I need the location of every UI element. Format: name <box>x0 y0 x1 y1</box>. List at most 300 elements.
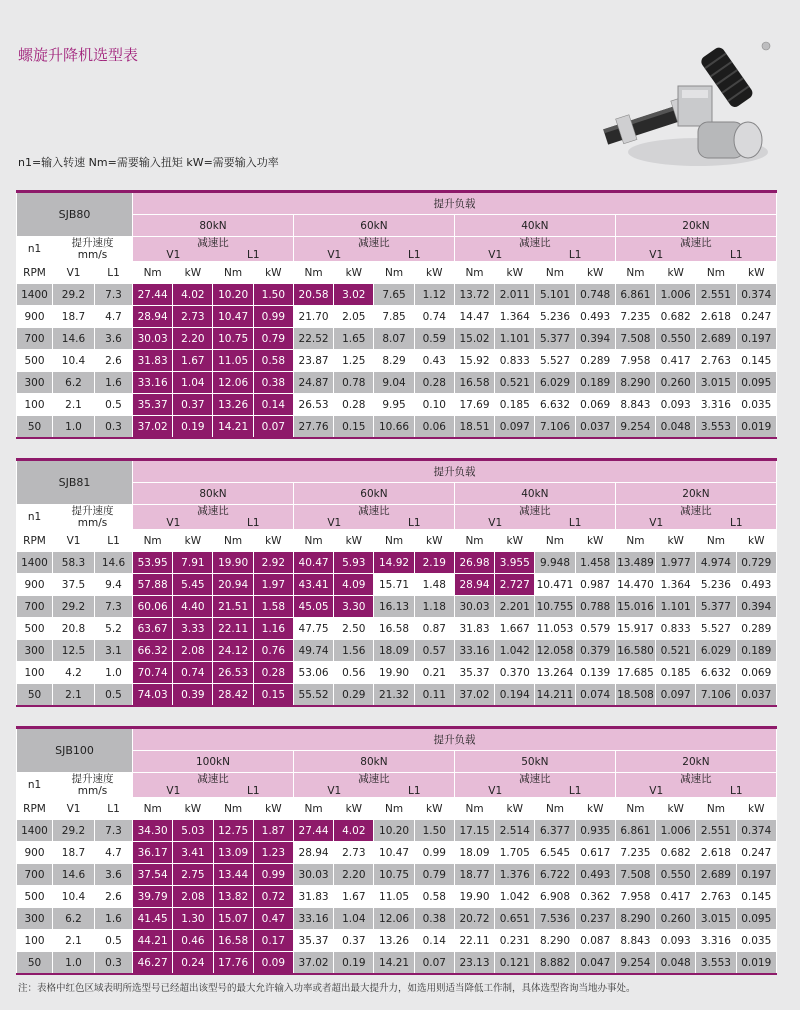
load-value: 20kN <box>615 483 776 505</box>
value-cell: 0.374 <box>736 284 776 306</box>
ratio-l1: L1 <box>568 517 582 529</box>
nm-label: Nm <box>374 262 414 284</box>
ratio-header <box>454 505 615 530</box>
value-cell: 2.689 <box>696 864 736 886</box>
value-cell-exceeded: 44.21 <box>133 930 173 952</box>
value-cell: 12.06 <box>374 908 414 930</box>
value-cell: 0.788 <box>575 596 615 618</box>
value-cell: 37.02 <box>454 684 494 707</box>
value-cell: 0.095 <box>736 372 776 394</box>
ratio-label: 减速比 <box>519 237 551 249</box>
value-cell-exceeded: 0.14 <box>253 394 293 416</box>
load-value: 80kN <box>133 483 294 505</box>
rpm-cell: 50 <box>17 952 53 975</box>
v1-speed-cell: 6.2 <box>53 908 95 930</box>
rpm-cell: 500 <box>17 886 53 908</box>
table-row <box>17 684 777 707</box>
ratio-label: 减速比 <box>519 773 551 785</box>
ratio-label: 减速比 <box>680 505 712 517</box>
ratio-options <box>133 517 293 529</box>
rpm-cell: 1400 <box>17 284 53 306</box>
ratio-header <box>615 773 776 798</box>
rpm-cell: 900 <box>17 842 53 864</box>
nm-label: Nm <box>615 530 655 552</box>
value-cell: 11.053 <box>535 618 575 640</box>
value-cell-exceeded: 37.54 <box>133 864 173 886</box>
footnote: 注：表格中红色区域表明所选型号已经超出该型号的最大允许输入功率或者超出最大提升力，如选用则适当降低工作制，具体选型咨询当地办事处。 <box>18 983 636 994</box>
value-cell: 2.618 <box>696 306 736 328</box>
value-cell: 0.197 <box>736 864 776 886</box>
value-cell-exceeded: 39.79 <box>133 886 173 908</box>
value-cell: 0.06 <box>414 416 454 439</box>
ratio-label: 减速比 <box>680 237 712 249</box>
model-name: SJB100 <box>17 728 133 773</box>
nm-label: Nm <box>133 798 173 820</box>
ratio-v1: V1 <box>327 785 342 797</box>
value-cell-exceeded: 21.51 <box>213 596 253 618</box>
value-cell-exceeded: 0.47 <box>253 908 293 930</box>
value-cell: 0.037 <box>575 416 615 439</box>
l1-label: L1 <box>95 262 133 284</box>
kw-label: kW <box>495 530 535 552</box>
value-cell-exceeded: 0.17 <box>253 930 293 952</box>
value-cell-exceeded: 41.45 <box>133 908 173 930</box>
table-row <box>17 820 777 842</box>
load-value: 100kN <box>133 751 294 773</box>
value-cell: 5.377 <box>535 328 575 350</box>
value-cell: 27.76 <box>293 416 333 439</box>
ratio-label: 减速比 <box>358 773 390 785</box>
v1-speed-cell: 29.2 <box>53 820 95 842</box>
kw-label: kW <box>495 798 535 820</box>
v1-label: V1 <box>53 798 95 820</box>
value-cell: 19.90 <box>374 662 414 684</box>
load-value: 40kN <box>454 215 615 237</box>
kw-label: kW <box>334 530 374 552</box>
ratio-l1: L1 <box>730 785 743 797</box>
value-cell: 0.493 <box>575 864 615 886</box>
value-cell: 0.417 <box>656 886 696 908</box>
page-title: 螺旋升降机选型表 <box>18 46 139 64</box>
value-cell-exceeded: 2.08 <box>173 886 213 908</box>
value-cell-exceeded: 2.19 <box>414 552 454 574</box>
table-row <box>17 640 777 662</box>
value-cell: 0.987 <box>575 574 615 596</box>
value-cell-exceeded: 0.15 <box>253 684 293 707</box>
value-cell: 6.908 <box>535 886 575 908</box>
value-cell: 3.316 <box>696 930 736 952</box>
ratio-options <box>294 517 454 529</box>
value-cell: 9.95 <box>374 394 414 416</box>
value-cell: 0.139 <box>575 662 615 684</box>
value-cell: 8.843 <box>615 394 655 416</box>
rpm-cell: 100 <box>17 930 53 952</box>
value-cell: 2.551 <box>696 284 736 306</box>
value-cell-exceeded: 0.99 <box>253 864 293 886</box>
ratio-options <box>294 249 454 261</box>
value-cell: 18.508 <box>615 684 655 707</box>
speed-label: 提升速度 <box>71 505 114 517</box>
rpm-cell: 700 <box>17 596 53 618</box>
value-cell-exceeded: 12.75 <box>213 820 253 842</box>
value-cell: 0.748 <box>575 284 615 306</box>
value-cell-exceeded: 13.26 <box>213 394 253 416</box>
value-cell: 33.16 <box>293 908 333 930</box>
value-cell-exceeded: 27.44 <box>293 820 333 842</box>
value-cell: 0.097 <box>656 684 696 707</box>
value-cell: 0.087 <box>575 930 615 952</box>
value-cell: 6.861 <box>615 284 655 306</box>
v1-speed-cell: 1.0 <box>53 952 95 975</box>
value-cell-exceeded: 37.02 <box>133 416 173 439</box>
value-cell: 18.77 <box>454 864 494 886</box>
l1-speed-cell: 0.5 <box>95 394 133 416</box>
value-cell: 2.201 <box>495 596 535 618</box>
v1-speed-cell: 2.1 <box>53 394 95 416</box>
value-cell-exceeded: 40.47 <box>293 552 333 574</box>
value-cell: 55.52 <box>293 684 333 707</box>
table-row <box>17 416 777 439</box>
table-row <box>17 574 777 596</box>
value-cell-exceeded: 0.46 <box>173 930 213 952</box>
ratio-header <box>293 505 454 530</box>
value-cell: 7.85 <box>374 306 414 328</box>
value-cell: 2.20 <box>334 864 374 886</box>
value-cell-exceeded: 11.05 <box>213 350 253 372</box>
load-header: 提升负载 <box>133 192 777 215</box>
value-cell: 3.015 <box>696 908 736 930</box>
ratio-v1: V1 <box>166 249 181 261</box>
v1-speed-cell: 29.2 <box>53 284 95 306</box>
value-cell: 3.553 <box>696 952 736 975</box>
value-cell: 7.958 <box>615 886 655 908</box>
value-cell: 0.185 <box>656 662 696 684</box>
value-cell-exceeded: 0.38 <box>253 372 293 394</box>
value-cell: 0.651 <box>495 908 535 930</box>
rpm-cell: 700 <box>17 864 53 886</box>
value-cell-exceeded: 63.67 <box>133 618 173 640</box>
value-cell: 0.019 <box>736 416 776 439</box>
value-cell: 0.550 <box>656 864 696 886</box>
ratio-label: 减速比 <box>197 237 229 249</box>
value-cell-exceeded: 5.93 <box>334 552 374 574</box>
value-cell-exceeded: 10.20 <box>213 284 253 306</box>
value-cell: 2.514 <box>495 820 535 842</box>
value-cell: 0.37 <box>334 930 374 952</box>
ratio-options <box>455 249 615 261</box>
value-cell: 16.58 <box>454 372 494 394</box>
value-cell: 49.74 <box>293 640 333 662</box>
value-cell: 0.10 <box>414 394 454 416</box>
value-cell-exceeded: 2.08 <box>173 640 213 662</box>
value-cell-exceeded: 13.44 <box>213 864 253 886</box>
value-cell-exceeded: 17.76 <box>213 952 253 975</box>
value-cell-exceeded: 2.75 <box>173 864 213 886</box>
value-cell-exceeded: 4.40 <box>173 596 213 618</box>
value-cell-exceeded: 14.21 <box>213 416 253 439</box>
rpm-cell: 100 <box>17 662 53 684</box>
value-cell: 3.316 <box>696 394 736 416</box>
value-cell-exceeded: 3.30 <box>334 596 374 618</box>
value-cell-exceeded: 66.32 <box>133 640 173 662</box>
value-cell: 47.75 <box>293 618 333 640</box>
ratio-l1: L1 <box>568 249 582 261</box>
nm-label: Nm <box>293 262 333 284</box>
value-cell: 8.290 <box>615 908 655 930</box>
model-name: SJB81 <box>17 460 133 505</box>
value-cell: 6.377 <box>535 820 575 842</box>
value-cell: 10.20 <box>374 820 414 842</box>
l1-speed-cell: 0.5 <box>95 684 133 707</box>
l1-speed-cell: 0.5 <box>95 930 133 952</box>
value-cell: 0.069 <box>575 394 615 416</box>
value-cell-exceeded: 20.58 <box>293 284 333 306</box>
value-cell-exceeded: 1.87 <box>253 820 293 842</box>
l1-speed-cell: 1.6 <box>95 908 133 930</box>
ratio-label: 减速比 <box>197 505 229 517</box>
nm-label: Nm <box>133 530 173 552</box>
value-cell: 0.729 <box>736 552 776 574</box>
rpm-cell: 900 <box>17 306 53 328</box>
value-cell: 0.247 <box>736 306 776 328</box>
value-cell: 8.07 <box>374 328 414 350</box>
value-cell: 26.53 <box>293 394 333 416</box>
unit-legend: n1=输入转速 Nm=需要输入扭矩 kW=需要输入功率 <box>18 156 279 169</box>
value-cell: 0.833 <box>656 618 696 640</box>
l1-speed-cell: 1.6 <box>95 372 133 394</box>
load-value: 80kN <box>133 215 294 237</box>
kw-label: kW <box>736 530 776 552</box>
value-cell-exceeded: 12.06 <box>213 372 253 394</box>
value-cell-exceeded: 35.37 <box>133 394 173 416</box>
value-cell-exceeded: 2.727 <box>495 574 535 596</box>
value-cell-exceeded: 70.74 <box>133 662 173 684</box>
table-row <box>17 306 777 328</box>
value-cell: 0.07 <box>414 952 454 975</box>
value-cell: 30.03 <box>293 864 333 886</box>
value-cell-exceeded: 1.04 <box>173 372 213 394</box>
load-value: 20kN <box>615 215 776 237</box>
value-cell: 9.254 <box>615 416 655 439</box>
v1-speed-cell: 58.3 <box>53 552 95 574</box>
rpm-cell: 50 <box>17 684 53 707</box>
value-cell: 0.247 <box>736 842 776 864</box>
value-cell-exceeded: 13.82 <box>213 886 253 908</box>
value-cell: 0.43 <box>414 350 454 372</box>
value-cell-exceeded: 3.41 <box>173 842 213 864</box>
rpm-label: RPM <box>17 262 53 284</box>
ratio-options <box>616 249 776 261</box>
rpm-cell: 1400 <box>17 552 53 574</box>
rpm-cell: 500 <box>17 350 53 372</box>
value-cell-exceeded: 22.11 <box>213 618 253 640</box>
value-cell: 7.65 <box>374 284 414 306</box>
speed-unit: mm/s <box>77 249 108 261</box>
value-cell: 0.15 <box>334 416 374 439</box>
value-cell-exceeded: 1.58 <box>253 596 293 618</box>
value-cell-exceeded: 28.94 <box>454 574 494 596</box>
value-cell: 16.580 <box>615 640 655 662</box>
ratio-options <box>455 785 615 797</box>
value-cell: 9.04 <box>374 372 414 394</box>
value-cell-exceeded: 16.58 <box>213 930 253 952</box>
value-cell-exceeded: 1.50 <box>253 284 293 306</box>
value-cell: 24.87 <box>293 372 333 394</box>
value-cell: 0.38 <box>414 908 454 930</box>
nm-label: Nm <box>535 798 575 820</box>
l1-speed-cell: 7.3 <box>95 596 133 618</box>
value-cell-exceeded: 74.03 <box>133 684 173 707</box>
value-cell: 18.09 <box>374 640 414 662</box>
value-cell: 23.87 <box>293 350 333 372</box>
value-cell: 13.489 <box>615 552 655 574</box>
l1-label: L1 <box>95 530 133 552</box>
value-cell: 0.29 <box>334 684 374 707</box>
rpm-cell: 100 <box>17 394 53 416</box>
ratio-v1: V1 <box>649 249 664 261</box>
kw-label: kW <box>334 798 374 820</box>
value-cell: 2.689 <box>696 328 736 350</box>
rpm-cell: 300 <box>17 372 53 394</box>
nm-label: Nm <box>696 798 736 820</box>
ratio-v1: V1 <box>488 785 503 797</box>
value-cell: 5.377 <box>696 596 736 618</box>
table-row <box>17 618 777 640</box>
speed-header <box>53 505 133 530</box>
value-cell: 0.19 <box>334 952 374 975</box>
ratio-header <box>454 773 615 798</box>
value-cell-exceeded: 0.72 <box>253 886 293 908</box>
value-cell-exceeded: 31.83 <box>133 350 173 372</box>
speed-header <box>53 773 133 798</box>
value-cell: 0.59 <box>414 328 454 350</box>
value-cell: 0.28 <box>334 394 374 416</box>
value-cell-exceeded: 0.79 <box>253 328 293 350</box>
ratio-options <box>133 249 293 261</box>
table-row <box>17 328 777 350</box>
value-cell: 8.290 <box>535 930 575 952</box>
table-row <box>17 350 777 372</box>
value-cell-exceeded: 26.53 <box>213 662 253 684</box>
table-row <box>17 930 777 952</box>
value-cell: 0.097 <box>495 416 535 439</box>
value-cell: 1.48 <box>414 574 454 596</box>
value-cell: 0.037 <box>736 684 776 707</box>
value-cell: 13.72 <box>454 284 494 306</box>
value-cell-exceeded: 28.94 <box>133 306 173 328</box>
value-cell-exceeded: 0.58 <box>253 350 293 372</box>
value-cell: 0.99 <box>414 842 454 864</box>
value-cell: 5.527 <box>535 350 575 372</box>
kw-label: kW <box>334 262 374 284</box>
value-cell-exceeded: 1.30 <box>173 908 213 930</box>
value-cell: 7.508 <box>615 864 655 886</box>
ratio-l1: L1 <box>568 785 582 797</box>
nm-label: Nm <box>615 798 655 820</box>
ratio-l1: L1 <box>247 249 260 261</box>
value-cell: 21.70 <box>293 306 333 328</box>
kw-label: kW <box>414 798 454 820</box>
value-cell: 2.551 <box>696 820 736 842</box>
value-cell: 1.458 <box>575 552 615 574</box>
value-cell: 22.52 <box>293 328 333 350</box>
kw-label: kW <box>575 530 615 552</box>
nm-label: Nm <box>696 530 736 552</box>
l1-speed-cell: 7.3 <box>95 820 133 842</box>
kw-label: kW <box>656 262 696 284</box>
l1-speed-cell: 0.3 <box>95 416 133 439</box>
value-cell: 7.536 <box>535 908 575 930</box>
value-cell: 3.553 <box>696 416 736 439</box>
ratio-v1: V1 <box>327 249 342 261</box>
nm-label: Nm <box>535 262 575 284</box>
value-cell: 5.101 <box>535 284 575 306</box>
l1-speed-cell: 7.3 <box>95 284 133 306</box>
ratio-v1: V1 <box>649 785 664 797</box>
l1-speed-cell: 5.2 <box>95 618 133 640</box>
value-cell: 0.493 <box>575 306 615 328</box>
value-cell: 0.21 <box>414 662 454 684</box>
value-cell: 21.32 <box>374 684 414 707</box>
kw-label: kW <box>173 798 213 820</box>
value-cell-exceeded: 0.74 <box>173 662 213 684</box>
value-cell: 0.121 <box>495 952 535 975</box>
ratio-options <box>616 517 776 529</box>
ratio-header <box>133 773 294 798</box>
value-cell-exceeded: 19.90 <box>213 552 253 574</box>
value-cell: 1.042 <box>495 886 535 908</box>
l1-speed-cell: 0.3 <box>95 952 133 975</box>
value-cell: 0.047 <box>575 952 615 975</box>
table-row <box>17 864 777 886</box>
kw-label: kW <box>575 798 615 820</box>
value-cell: 5.236 <box>535 306 575 328</box>
value-cell: 0.11 <box>414 684 454 707</box>
value-cell-exceeded: 4.02 <box>173 284 213 306</box>
ratio-l1: L1 <box>730 249 743 261</box>
value-cell: 0.379 <box>575 640 615 662</box>
nm-label: Nm <box>374 798 414 820</box>
v1-speed-cell: 4.2 <box>53 662 95 684</box>
value-cell: 0.095 <box>736 908 776 930</box>
value-cell-exceeded: 36.17 <box>133 842 173 864</box>
value-cell-exceeded: 2.73 <box>173 306 213 328</box>
value-cell: 28.94 <box>293 842 333 864</box>
v1-speed-cell: 2.1 <box>53 684 95 707</box>
ratio-header <box>615 505 776 530</box>
nm-label: Nm <box>133 262 173 284</box>
l1-speed-cell: 4.7 <box>95 842 133 864</box>
ratio-options <box>133 785 293 797</box>
kw-label: kW <box>736 798 776 820</box>
value-cell: 2.618 <box>696 842 736 864</box>
ratio-l1: L1 <box>407 517 421 529</box>
l1-speed-cell: 4.7 <box>95 306 133 328</box>
table-row <box>17 596 777 618</box>
l1-speed-cell: 3.1 <box>95 640 133 662</box>
load-header: 提升负载 <box>133 460 777 483</box>
value-cell: 0.370 <box>495 662 535 684</box>
value-cell: 1.65 <box>334 328 374 350</box>
value-cell-exceeded: 10.47 <box>213 306 253 328</box>
load-value: 60kN <box>293 483 454 505</box>
l1-speed-cell: 3.6 <box>95 864 133 886</box>
value-cell: 17.15 <box>454 820 494 842</box>
kw-label: kW <box>253 262 293 284</box>
value-cell: 3.015 <box>696 372 736 394</box>
value-cell: 14.47 <box>454 306 494 328</box>
nm-label: Nm <box>213 798 253 820</box>
